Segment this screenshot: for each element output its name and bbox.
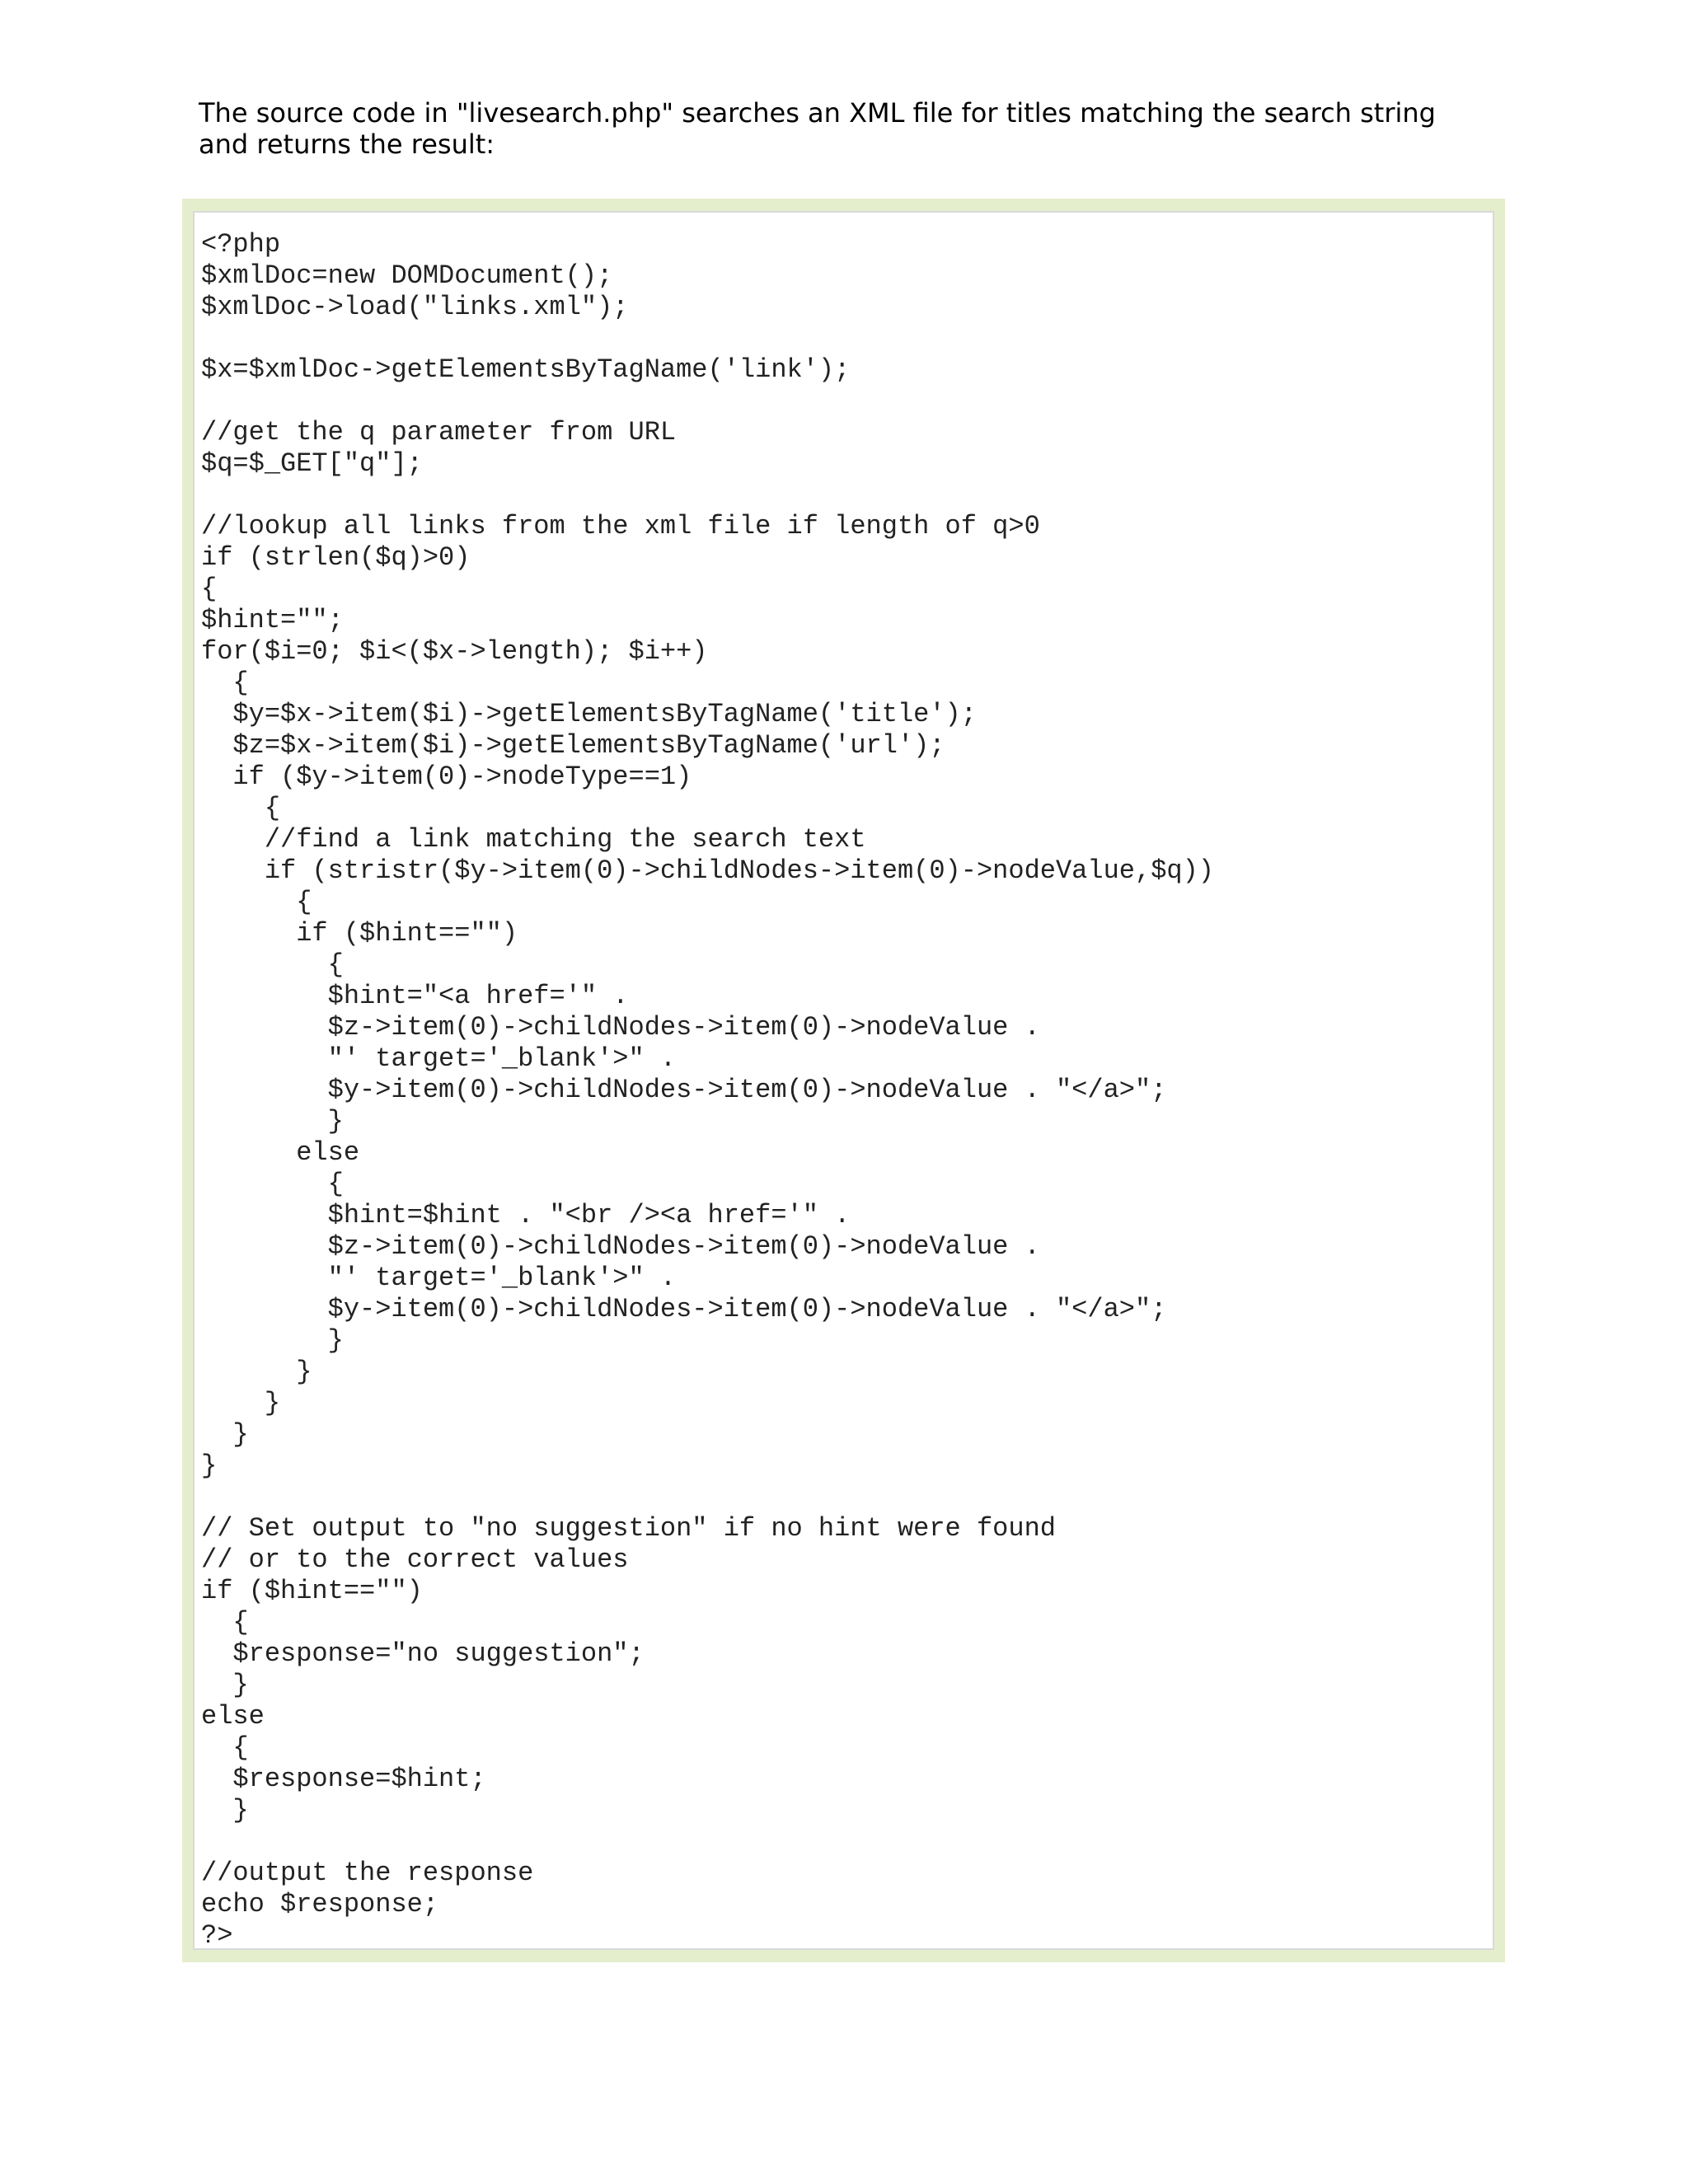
code-line: }: [201, 1419, 249, 1450]
code-line: {: [201, 949, 344, 980]
code-line: <?php: [201, 229, 281, 260]
code-line: if ($y->item(0)->nodeType==1): [201, 762, 692, 792]
code-line: if (stristr($y->item(0)->childNodes->item(0)->nodeValue,$q)): [201, 855, 1214, 886]
code-line: [201, 480, 1493, 511]
code-line: $y->item(0)->childNodes->item(0)->nodeValue . "</a>";: [201, 1075, 1167, 1105]
intro-paragraph: The source code in "livesearch.php" searches an XML file for titles matching the search string and returns the result:: [199, 97, 1436, 160]
code-line: // or to the correct values: [201, 1544, 629, 1575]
code-line: $response="no suggestion";: [201, 1638, 645, 1669]
code-line: for($i=0; $i<($x->length); $i++): [201, 636, 708, 667]
code-line: [201, 1482, 1493, 1513]
code-line: [201, 1826, 1493, 1858]
code-line: $hint="";: [201, 605, 344, 635]
code-line: if ($hint==""): [201, 918, 518, 949]
code-block: [193, 211, 1494, 1950]
code-line: $hint=$hint . "<br /><a href='" .: [201, 1200, 851, 1230]
code-line: $y=$x->item($i)->getElementsByTagName('title');: [201, 699, 977, 729]
code-line: {: [201, 668, 249, 698]
code-line: //get the q parameter from URL: [201, 417, 677, 448]
code-line: [201, 323, 1493, 354]
code-line: "' target='_blank'>" .: [201, 1043, 677, 1074]
code-line: else: [201, 1701, 265, 1732]
code-line: $xmlDoc->load("links.xml");: [201, 292, 629, 322]
code-line: {: [201, 574, 218, 604]
code-line: else: [201, 1137, 360, 1168]
code-line: {: [201, 1732, 249, 1763]
code-line: // Set output to "no suggestion" if no hint were found: [201, 1513, 1056, 1544]
code-line: "' target='_blank'>" .: [201, 1263, 677, 1293]
code-line: $response=$hint;: [201, 1764, 486, 1794]
code-line: $z->item(0)->childNodes->item(0)->nodeValue .: [201, 1012, 1040, 1043]
code-line: }: [201, 1451, 218, 1481]
code-line: {: [201, 1607, 249, 1638]
code-line: //output the response: [201, 1858, 534, 1888]
code-line: $x=$xmlDoc->getElementsByTagName('link');: [201, 354, 851, 385]
code-line: if ($hint==""): [201, 1576, 423, 1606]
code-line: $z->item(0)->childNodes->item(0)->nodeValue .: [201, 1231, 1040, 1262]
code-line: }: [201, 1106, 344, 1137]
code-line: $q=$_GET["q"];: [201, 448, 423, 479]
code-example-frame: [182, 199, 1505, 1962]
code-line: $hint="<a href='" .: [201, 981, 629, 1011]
code-line: }: [201, 1325, 344, 1356]
code-line: }: [201, 1357, 312, 1387]
code-line: $xmlDoc=new DOMDocument();: [201, 260, 613, 291]
code-line: $z=$x->item($i)->getElementsByTagName('url');: [201, 730, 945, 761]
code-line: if (strlen($q)>0): [201, 542, 471, 573]
code-line: echo $response;: [201, 1889, 439, 1919]
code-line: [201, 386, 1493, 417]
code-line: }: [201, 1388, 281, 1418]
code-line: $y->item(0)->childNodes->item(0)->nodeValue . "</a>";: [201, 1294, 1167, 1324]
code-line: }: [201, 1670, 249, 1700]
code-line: {: [201, 1169, 344, 1199]
code-line: //find a link matching the search text: [201, 824, 866, 855]
code-line: {: [201, 793, 281, 823]
code-line: //lookup all links from the xml file if length of q>0: [201, 511, 1040, 541]
code-line: }: [201, 1795, 249, 1825]
code-line: ?>: [201, 1920, 233, 1950]
code-line: {: [201, 887, 312, 917]
